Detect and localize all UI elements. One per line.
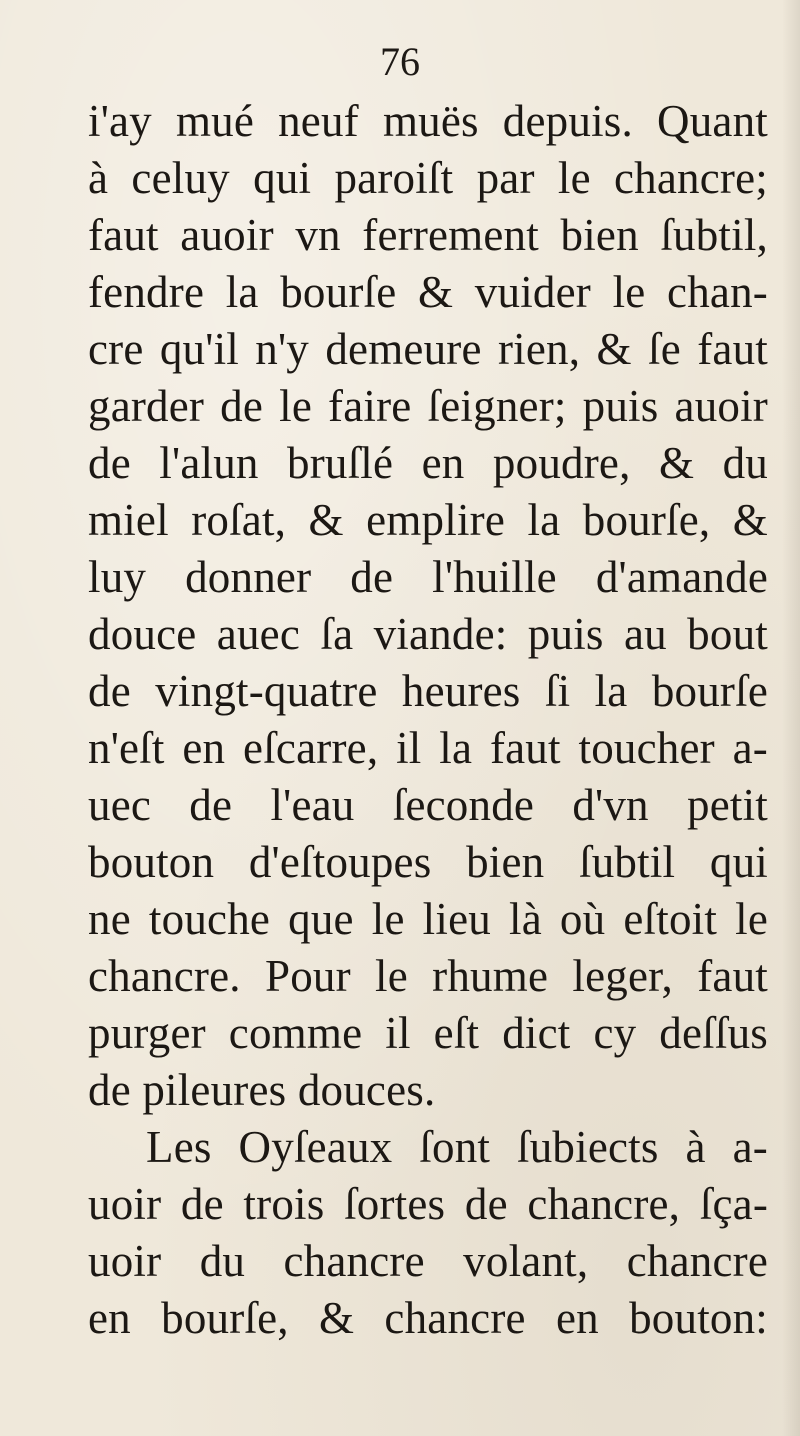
text-line: garder de le faire ſeigner; puis auoir <box>88 381 768 431</box>
body-text <box>88 93 768 1347</box>
text-line: cre qu'il n'y demeure rien, & ſe faut <box>88 324 768 374</box>
text-line: de pileures douces. <box>88 1065 436 1115</box>
text-line: faut auoir vn ferrement bien ſubtil, <box>88 210 768 260</box>
text-line: de vingt-quatre heures ſi la bourſe <box>88 666 768 716</box>
page-number: 76 <box>380 39 420 84</box>
text-line: Les Oyſeaux ſont ſubiects à a- <box>146 1122 768 1172</box>
page-edge-shadow <box>782 0 800 1436</box>
text-line: miel roſat, & emplire la bourſe, & <box>88 495 768 545</box>
text-line: douce auec ſa viande: puis au bout <box>88 609 768 659</box>
text-line: chancre. Pour le rhume leger, faut <box>88 951 768 1001</box>
text-line: uec de l'eau ſeconde d'vn petit <box>88 780 768 830</box>
text-line: bouton d'eſtoupes bien ſubtil qui <box>88 837 768 887</box>
text-line: uoir du chancre volant, chancre <box>88 1236 768 1286</box>
text-line: luy donner de l'huille d'amande <box>88 552 768 602</box>
text-line: ne touche que le lieu là où eſtoit le <box>88 894 768 944</box>
text-line: en bourſe, & chancre en bouton: <box>88 1293 768 1343</box>
text-line: n'eſt en eſcarre, il la faut toucher a- <box>88 723 768 773</box>
text-line: uoir de trois ſortes de chancre, ſça- <box>88 1179 768 1229</box>
text-line: purger comme il eſt dict cy deſſus <box>88 1008 768 1058</box>
text-line: fendre la bourſe & vuider le chan- <box>88 267 768 317</box>
text-line: i'ay mué neuf muës depuis. Quant <box>88 96 768 146</box>
text-line: à celuy qui paroiſt par le chancre; <box>88 153 768 203</box>
text-line: de l'alun bruſlé en poudre, & du <box>88 438 768 488</box>
